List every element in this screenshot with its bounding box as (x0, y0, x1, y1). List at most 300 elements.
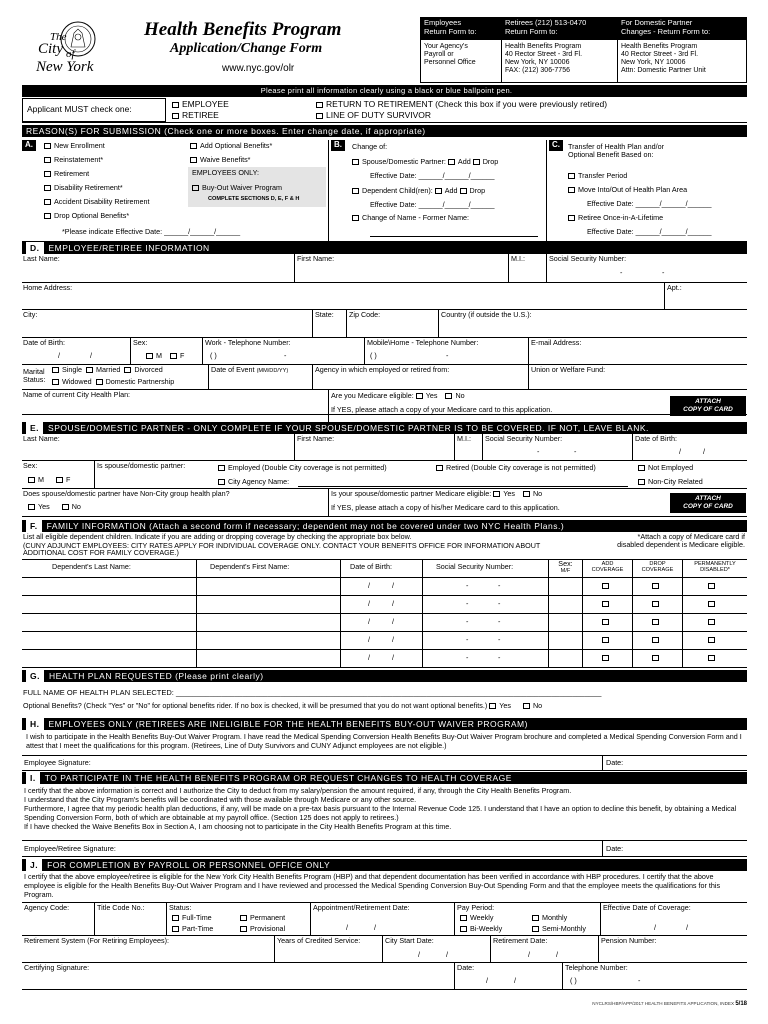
i-para-4: If I have checked the Waive Benefits Box in Section A, I am choosing not to participate in the City Health Benefits Program at this time. (24, 822, 452, 831)
j-eff-label: Effective Date of Coverage: (603, 903, 691, 912)
d-apt-label: Apt.: (667, 283, 682, 292)
reason-a-label-5: Accident Disability Retirement (54, 197, 150, 206)
reason-a-checkbox-4[interactable] (44, 185, 51, 191)
e-is-city-label: Is spouse/domestic partner: (97, 461, 186, 470)
j-cert-label: Certifying Signature: (24, 963, 90, 972)
reason-a-checkbox-6[interactable] (44, 213, 51, 219)
e-dob-label: Date of Birth: (635, 434, 677, 443)
section-j-letter: J. (26, 859, 42, 871)
j-title-label: Title Code No.: (97, 903, 145, 912)
transfer-title: Transfer of Health Plan and/or Optional Benefit Based on: (568, 142, 665, 160)
j-tel-dash: - (638, 976, 641, 985)
e-medicare-no-checkbox[interactable] (523, 491, 530, 497)
dep-dob-slash-5b: / (392, 653, 394, 662)
j-weekly-label: Weekly (470, 913, 494, 922)
section-i-letter: I. (26, 772, 40, 784)
d-city-label: City: (23, 310, 38, 319)
section-d-letter: D. (26, 242, 44, 254)
section-d-bar (22, 242, 747, 254)
e-if-yes: If YES, please attach a copy of his/her Medicare card to this application. (331, 503, 560, 512)
d-work-tel-dash: - (284, 351, 287, 360)
f-col-add: ADD COVERAGE (591, 561, 624, 574)
section-i-bar (22, 772, 747, 784)
e-attach-card: ATTACH COPY OF CARD (670, 493, 746, 513)
i-date-label: Date: (606, 844, 624, 853)
j-ret-date-slash-1: / (528, 950, 530, 959)
e-non-city-q: Does spouse/domestic partner have Non-City group health plan? (23, 489, 230, 498)
f-cuny-note: (CUNY ADJUNCT EMPLOYEES: CITY RATES APPLY FOR INDIVIDUAL COVERAGE ONLY. CONTACT YOUR BENEFITS OFFICE FOR INFORMATION ABOUT ADDITIONAL COST FOR FAMILY COVERAGE.) (23, 541, 541, 557)
d-mobile-area: ( ) (370, 351, 377, 360)
logo-line3: of (66, 48, 75, 60)
add-optional-label: Add Optional Benefits* (200, 141, 273, 150)
dep-dob-slash-3b: / (392, 617, 394, 626)
married-checkbox[interactable] (86, 367, 93, 373)
section-a-letter: A. (22, 140, 36, 151)
logo-line4: New York (36, 59, 94, 75)
divorced-label: Divorced (134, 365, 163, 374)
widowed-label: Widowed (62, 377, 92, 386)
j-semimonthly-checkbox[interactable] (532, 926, 539, 932)
lod-option: LINE OF DUTY SURVIVOR (326, 110, 432, 120)
h-text: I wish to participate in the Health Benefits Buy-Out Waiver Program. I have read the Medical Spending Conversion Health Benefits Buy-Out Waiver Program brochure and completed a Medical Spending Conversion Form and I attest that I meet the qualifications for this program. (Retirees, Line of Duty Survivors and CUNY Adjunct employees are not eligible.) (26, 732, 742, 750)
add-coverage-checkbox-2[interactable] (602, 601, 609, 607)
j-date-slash-1: / (486, 976, 488, 985)
e-retired-checkbox[interactable] (436, 465, 443, 471)
logo-line2: City (38, 41, 63, 57)
j-monthly-label: Monthly (542, 913, 568, 922)
f-col-ssn: Social Security Number: (436, 562, 514, 571)
e-retired-label: Retired (Double City coverage is not permitted) (446, 463, 596, 472)
spouse-drop-label: Drop (482, 157, 499, 166)
print-notice: Please print all information clearly using a black or blue ballpoint pen. (22, 85, 747, 97)
f-col-disabled: PERMANENTLY DISABLED* (694, 561, 736, 574)
e-not-employed-checkbox[interactable] (638, 465, 645, 471)
dep-change-checkbox[interactable] (352, 188, 359, 194)
d-medicare-yes-label: Yes (425, 391, 438, 400)
footer-code (592, 1001, 747, 1008)
section-h-title: EMPLOYEES ONLY (RETIREES ARE INELIGIBLE FOR THE HEALTH BENEFITS BUY-OUT WAIVER PROGRAM) (48, 719, 528, 729)
j-date-slash-2: / (514, 976, 516, 985)
j-ret-date-slash-2: / (556, 950, 558, 959)
e-employed-label: Employed (Double City coverage is not permitted) (228, 463, 387, 472)
divorced-checkbox[interactable] (124, 367, 131, 373)
section-j (22, 871, 747, 1001)
d-home-label: Home Address: (23, 283, 73, 292)
retiree-checkbox[interactable] (172, 113, 179, 119)
g-optional-yes-checkbox[interactable] (489, 703, 496, 709)
j-fulltime-label: Full-Time (182, 913, 212, 922)
e-ssn-label: Social Security Number: (485, 434, 563, 443)
spouse-eff-date[interactable]: Effective Date: ______/______/______ (370, 171, 495, 180)
dep-dob-slash-2a: / (368, 599, 370, 608)
return-checkbox[interactable] (316, 102, 323, 108)
j-tel-label: Telephone Number: (565, 963, 628, 972)
e-noncity-yes-label: Yes (38, 502, 50, 511)
d-last-name-label: Last Name: (23, 254, 60, 263)
once-lifetime-checkbox[interactable] (568, 215, 575, 221)
section-e-bar (22, 422, 747, 434)
applicant-row (22, 98, 747, 123)
j-parttime-label: Part-Time (182, 924, 214, 933)
j-weekly-checkbox[interactable] (460, 915, 467, 921)
e-medicare-yes-label: Yes (503, 489, 515, 498)
add-coverage-checkbox-5[interactable] (602, 655, 609, 661)
h-date-label: Date: (606, 758, 624, 767)
reason-a-label-6: Drop Optional Benefits* (54, 211, 130, 220)
j-agency-label: Agency Code: (24, 903, 70, 912)
dep-eff-date[interactable]: Effective Date: ______/______/______ (370, 200, 495, 209)
nyc-logo (30, 17, 108, 79)
e-dob-slash-2: / (703, 447, 705, 456)
i-signature-label: Employee/Retiree Signature: (24, 844, 116, 853)
d-event-format: (MM/DD/YY) (256, 368, 289, 374)
e-sex-label: Sex: (23, 461, 38, 470)
married-label: Married (95, 365, 121, 374)
e-noncity-no-label: No (71, 502, 81, 511)
j-tel-area: ( ) (570, 976, 577, 985)
f-col-sex: Sex: (558, 559, 573, 568)
page-subtitle: Application/Change Form (170, 41, 323, 56)
e-male-label: M (38, 475, 44, 484)
move-area-checkbox[interactable] (568, 187, 575, 193)
j-city-start-slash-2: / (446, 950, 448, 959)
f-col-mf: M/F (560, 568, 571, 575)
drop-coverage-checkbox-5[interactable] (652, 655, 659, 661)
dep-ssn-dash-2a: - (466, 599, 469, 608)
reasons-section (22, 140, 747, 242)
g-optional-no-checkbox[interactable] (523, 703, 530, 709)
d-dob-label: Date of Birth: (23, 338, 65, 347)
section-h-bar (22, 718, 747, 730)
d-attach-card: ATTACH COPY OF CARD (670, 396, 746, 416)
dep-dob-slash-4a: / (368, 635, 370, 644)
j-ret-sys-label: Retirement System (For Retiring Employees): (24, 936, 169, 945)
form-page (22, 15, 747, 1015)
dep-dob-slash-1a: / (368, 581, 370, 590)
e-female-checkbox[interactable] (56, 477, 63, 483)
dep-dob-slash-3a: / (368, 617, 370, 626)
j-city-start-slash-1: / (418, 950, 420, 959)
j-provisional-checkbox[interactable] (240, 926, 247, 932)
j-fulltime-checkbox[interactable] (172, 915, 179, 921)
e-ssn-dash-1: - (537, 447, 540, 456)
dep-ssn-dash-3a: - (466, 617, 469, 626)
e-medicare-no-label: No (532, 489, 543, 498)
f-attach-note: *Attach a copy of Medicare card if disabled dependent is Medicare eligible. (617, 532, 745, 550)
d-sex-label: Sex: (133, 338, 148, 347)
employee-checkbox[interactable] (172, 102, 179, 108)
section-j-bar (22, 859, 747, 871)
dep-drop-label: Drop (469, 186, 486, 195)
j-biweekly-checkbox[interactable] (460, 926, 467, 932)
dep-dob-slash-2b: / (392, 599, 394, 608)
once-eff-date[interactable]: Effective Date: ______/______/______ (587, 227, 712, 236)
employees-return-head: Employees Return Form to: (421, 18, 501, 40)
section-f (22, 532, 747, 670)
section-g-title: HEALTH PLAN REQUESTED (Please print clearly) (48, 671, 264, 681)
j-permanent-checkbox[interactable] (240, 915, 247, 921)
section-g-bar (22, 670, 747, 682)
j-appt-slash-2: / (374, 923, 376, 932)
g-optional-label: Optional Benefits? (Check "Yes" or "No" for optional benefits rider. If no box is checked, it will be presumed that you do not want optional benefits.) (23, 701, 488, 710)
dep-ssn-dash-4a: - (466, 635, 469, 644)
j-date-label: Date: (457, 963, 475, 972)
reason-a-label-3: Retirement (54, 169, 90, 178)
e-noncity-no-checkbox[interactable] (62, 504, 69, 510)
d-medicare-yes-checkbox[interactable] (416, 393, 423, 399)
employees-only-label: EMPLOYEES ONLY: (192, 168, 259, 177)
e-employed-checkbox[interactable] (218, 465, 225, 471)
complete-sections: COMPLETE SECTIONS D, E, F & H (208, 196, 300, 202)
e-city-agency-label: City Agency Name: (228, 477, 290, 486)
e-non-city-label: Non-City Related (648, 477, 703, 486)
widowed-checkbox[interactable] (52, 379, 59, 385)
return-option: RETURN TO RETIREMENT (Check this box if you were previously retired) (326, 99, 608, 109)
retiree-option: RETIREE (182, 110, 219, 120)
section-i (22, 784, 747, 857)
retirees-return-head: Retirees (212) 513-0470 Return Form to: (502, 18, 617, 40)
i-para-2: I understand that the City Program's benefits will be coordinated with those available through Medicare or any other source. (24, 795, 417, 804)
move-area-label: Move Into/Out of Health Plan Area (578, 185, 688, 194)
dp-label: Domestic Partnership (105, 377, 175, 386)
e-not-employed-label: Not Employed (648, 463, 694, 472)
footer-code-text: NYCLRS/HBP/APP/2017 HEALTH BENEFITS APPLICATION, INDEX (592, 1001, 735, 1006)
f-col-first: Dependent's First Name: (210, 562, 290, 571)
section-f-letter: F. (26, 520, 42, 532)
single-label: Single (62, 365, 82, 374)
d-dob-slash-1: / (58, 351, 60, 360)
e-medicare-yes-checkbox[interactable] (493, 491, 500, 497)
spouse-change-label: Spouse/Domestic Partner: (362, 157, 446, 166)
reason-a-label-1: New Enrollment (54, 141, 105, 150)
j-eff-slash-2: / (686, 923, 688, 932)
e-last-name-label: Last Name: (23, 434, 60, 443)
reason-a-checkbox-2[interactable] (44, 157, 51, 163)
f-col-dob: Date of Birth: (350, 562, 392, 571)
reason-a-checkbox-1[interactable] (44, 143, 51, 149)
d-union-label: Union or Welfare Fund: (531, 365, 606, 374)
move-eff-date[interactable]: Effective Date: ______/______/______ (587, 199, 712, 208)
d-mobile-label: Mobile\Home - Telephone Number: (367, 338, 479, 347)
j-permanent-label: Permanent (250, 913, 286, 922)
j-ret-date-label: Retirement Date: (493, 936, 548, 945)
d-medicare-no-label: No (455, 391, 465, 400)
d-event-label: Date of Event (211, 365, 255, 374)
disabled-coverage-checkbox-2[interactable] (708, 601, 715, 607)
website-url: www.nyc.gov/olr (222, 63, 295, 74)
waive-label: Waive Benefits* (200, 155, 251, 164)
d-agency-label: Agency in which employed or retired from: (315, 365, 450, 374)
j-biweekly-label: Bi-Weekly (470, 924, 503, 933)
d-state-label: State: (315, 310, 334, 319)
employee-option: EMPLOYEE (182, 99, 229, 109)
d-email-label: E-mail Address: (531, 338, 582, 347)
j-status-label: Status: (169, 903, 192, 912)
section-i-title: TO PARTICIPATE IN THE HEALTH BENEFITS PROGRAM OR REQUEST CHANGES TO HEALTH COVERAGE (44, 773, 512, 783)
dep-drop-checkbox[interactable] (460, 188, 467, 194)
transfer-period-label: Transfer Period (578, 171, 628, 180)
return-address-table (420, 17, 747, 83)
dep-ssn-dash-1a: - (466, 581, 469, 590)
j-semimonthly-label: Semi-Monthly (542, 924, 586, 933)
dp-return-head: For Domestic Partner Changes - Return Form to: (618, 18, 747, 40)
transfer-period-checkbox[interactable] (568, 173, 575, 179)
e-city-agency-checkbox[interactable] (218, 479, 225, 485)
spouse-change-checkbox[interactable] (352, 159, 359, 165)
dep-dob-slash-4b: / (392, 635, 394, 644)
section-g-letter: G. (26, 670, 44, 682)
f-col-last: Dependent's Last Name: (52, 562, 131, 571)
name-change-checkbox[interactable] (352, 215, 359, 221)
j-parttime-checkbox[interactable] (172, 926, 179, 932)
j-appt-slash-1: / (346, 923, 348, 932)
e-noncity-yes-checkbox[interactable] (28, 504, 35, 510)
d-medicare-label: Are you Medicare eligible: (331, 391, 414, 400)
lod-checkbox[interactable] (316, 113, 323, 119)
once-lifetime-label: Retiree Once-in-A-Lifetime (578, 213, 664, 222)
e-non-city-checkbox[interactable] (638, 479, 645, 485)
change-of-label: Change of: (352, 142, 388, 151)
section-f-title: FAMILY INFORMATION (Attach a second form if necessary; dependent may not be covered under two NYC Health Plans.) (46, 521, 565, 531)
d-work-tel-label: Work - Telephone Number: (205, 338, 291, 347)
e-ssn-dash-2: - (574, 447, 577, 456)
dp-checkbox[interactable] (96, 379, 103, 385)
logo-line1: The (50, 31, 67, 43)
d-ssn-dash-1: - (620, 268, 623, 277)
section-e (22, 434, 747, 518)
drop-coverage-checkbox-1[interactable] (652, 583, 659, 589)
dep-ssn-dash-1b: - (498, 581, 501, 590)
reason-a-checkbox-3[interactable] (44, 171, 51, 177)
d-work-tel-area: ( ) (210, 351, 217, 360)
retirees-return-body: Health Benefits Program 40 Rector Street - 3rd Fl. New York, NY 10006 FAX: (212) 306-7756 (505, 43, 583, 75)
add-coverage-checkbox-3[interactable] (602, 619, 609, 625)
page-title: Health Benefits Program (144, 19, 342, 40)
d-male-checkbox[interactable] (146, 353, 153, 359)
j-years-label: Years of Credited Service: (277, 936, 361, 945)
d-ssn-label: Social Security Number: (549, 254, 627, 263)
effective-date-note: *Please indicate Effective Date: ______/______/______ (62, 227, 241, 236)
reason-a-label-2: Reinstatement* (54, 155, 104, 164)
d-mi-label: M.I.: (511, 254, 525, 263)
section-e-title: SPOUSE/DOMESTIC PARTNER - ONLY COMPLETE IF YOUR SPOUSE/DOMESTIC PARTNER IS TO BE COVERED. IF NOT, LEAVE BLANK. (48, 423, 649, 433)
section-h-letter: H. (26, 718, 44, 730)
dep-ssn-dash-2b: - (498, 599, 501, 608)
spouse-add-label: Add (457, 157, 471, 166)
dep-ssn-dash-5b: - (498, 653, 501, 662)
dep-ssn-dash-3b: - (498, 617, 501, 626)
buyout-label: Buy-Out Waiver Program (202, 183, 283, 192)
reasons-bar: REASON(S) FOR SUBMISSION (Check one or more boxes. Enter change date, if appropriate) (22, 125, 747, 137)
dep-ssn-dash-4b: - (498, 635, 501, 644)
i-para-1: I certify that the above information is correct and I authorize the City to deduct from my salary/pension the amount required, if any, through the City Health Benefits Program. (24, 786, 572, 795)
section-d-title: EMPLOYEE/RETIREE INFORMATION (48, 243, 210, 253)
d-female-checkbox[interactable] (170, 353, 177, 359)
employees-return-body: Your Agency's Payroll or Personnel Office (424, 43, 476, 67)
d-medicare-no-checkbox[interactable] (445, 393, 452, 399)
dp-return-body: Health Benefits Program 40 Rector Street - 3rd Fl. New York, NY 10006 Attn: Domestic Partner Unit (621, 43, 706, 75)
j-pension-label: Pension Number: (601, 936, 657, 945)
drop-coverage-checkbox-3[interactable] (652, 619, 659, 625)
d-zip-label: Zip Code: (349, 310, 381, 319)
f-col-drop: DROP COVERAGE (641, 561, 674, 574)
j-appt-label: Appointment/Retirement Date: (313, 903, 410, 912)
waive-checkbox[interactable] (190, 157, 197, 163)
dep-change-label: Dependent Child(ren): (362, 186, 433, 195)
d-marital-label: Marital Status: (23, 367, 46, 384)
h-signature-label: Employee Signature: (24, 758, 91, 767)
e-medicare-label: Is your spouse/domestic partner Medicare eligible: (331, 489, 492, 498)
d-female-label: F (180, 351, 185, 360)
spouse-add-checkbox[interactable] (448, 159, 455, 165)
e-male-checkbox[interactable] (28, 477, 35, 483)
d-plan-label: Name of current City Health Plan: (23, 390, 131, 399)
j-city-start-label: City Start Date: (385, 936, 434, 945)
drop-coverage-checkbox-2[interactable] (652, 601, 659, 607)
j-pay-label: Pay Period: (457, 903, 495, 912)
section-h (22, 730, 747, 771)
d-country-label: Country (if outside the U.S.): (441, 310, 532, 319)
f-intro: List all eligible dependent children. Indicate if you are adding or dropping coverage by checking the appropriate box below. (23, 532, 412, 541)
section-j-title: FOR COMPLETION BY PAYROLL OR PERSONNEL OFFICE ONLY (47, 860, 331, 870)
applicant-label: Applicant MUST check one: (22, 98, 166, 122)
g-optional-yes-label: Yes (499, 701, 511, 710)
section-f-bar (22, 520, 747, 532)
section-c-letter: C. (549, 140, 563, 151)
section-d (22, 254, 747, 438)
e-first-name-label: First Name: (297, 434, 335, 443)
single-checkbox[interactable] (52, 367, 59, 373)
d-if-yes: If YES, please attach a copy of your Medicare card to this application. (331, 405, 553, 414)
reason-a-checkbox-5[interactable] (44, 199, 51, 205)
reason-a-label-4: Disability Retirement* (54, 183, 123, 192)
buyout-checkbox[interactable] (192, 185, 199, 191)
dep-add-label: Add (444, 186, 458, 195)
j-provisional-label: Provisional (250, 924, 286, 933)
section-b-letter: B. (331, 140, 345, 151)
disabled-coverage-checkbox-4[interactable] (708, 637, 715, 643)
d-mobile-dash: - (446, 351, 449, 360)
d-first-name-label: First Name: (297, 254, 335, 263)
d-male-label: M (156, 351, 162, 360)
j-text: I certify that the above employee/retiree is eligible for the New York City Health Benefits Program (HBP) and that dependent documentation has been verified in accordance with HBP procedures. I certify that the above employee is eligible for the Health Benefits Buy-Out Waiver Program and I have reviewed and processed the Medical Spending Conversion Buy-Out Spending Form and that the employee meets the qualifications for this Program. (24, 872, 721, 899)
g-full-plan[interactable]: FULL NAME OF HEALTH PLAN SELECTED: ______________________________________________________________________________________________________ (23, 688, 602, 697)
spouse-drop-checkbox[interactable] (473, 159, 480, 165)
dep-ssn-dash-5a: - (466, 653, 469, 662)
dep-add-checkbox[interactable] (435, 188, 442, 194)
footer-page: 5/18 (735, 1001, 747, 1007)
section-e-letter: E. (26, 422, 43, 434)
disabled-coverage-checkbox-1[interactable] (708, 583, 715, 589)
dep-dob-slash-5a: / (368, 653, 370, 662)
disabled-coverage-checkbox-5[interactable] (708, 655, 715, 661)
name-change-label: Change of Name - Former Name: (362, 213, 470, 222)
g-optional-no-label: No (532, 701, 543, 710)
i-para-3: Furthermore, I agree that my periodic health plan deductions, if any, will be made on a pre-tax basis pursuant to the Internal Revenue Code 125. I understand that I have an option to decline this benefit, by obtaining a Medical Spending Conversion Form, both of which are obtainable at my payroll office. (Section 125 does not apply to retirees.) (24, 804, 737, 822)
e-female-label: F (66, 475, 71, 484)
disabled-coverage-checkbox-3[interactable] (708, 619, 715, 625)
add-coverage-checkbox-1[interactable] (602, 583, 609, 589)
e-mi-label: M.I.: (457, 434, 471, 443)
add-coverage-checkbox-4[interactable] (602, 637, 609, 643)
add-optional-checkbox[interactable] (190, 143, 197, 149)
drop-coverage-checkbox-4[interactable] (652, 637, 659, 643)
e-dob-slash-1: / (679, 447, 681, 456)
dep-dob-slash-1b: / (392, 581, 394, 590)
d-dob-slash-2: / (90, 351, 92, 360)
j-monthly-checkbox[interactable] (532, 915, 539, 921)
section-g (22, 682, 747, 716)
